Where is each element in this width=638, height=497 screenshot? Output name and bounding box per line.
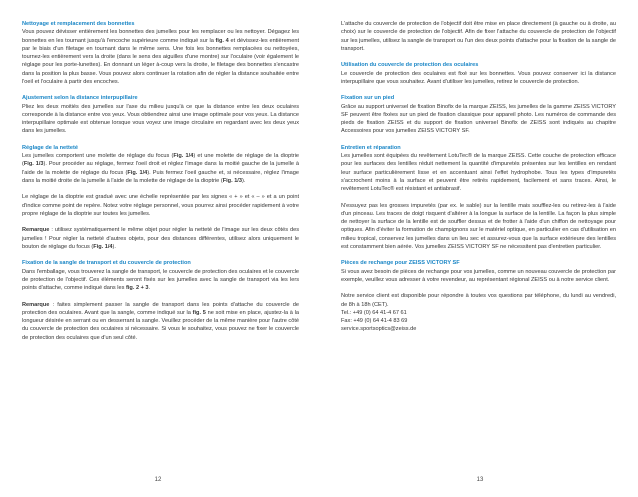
section-title: Fixation de la sangle de transport et du couvercle de protection (22, 260, 191, 267)
email-line: service.sportsoptics@zeiss.de (341, 326, 417, 333)
paragraph: Le couvercle de protection des oculaires est fixé sur les bonnettes. Vous pouvez conserver ici la distance interpupillaire que vous souhaitez. Avant d'utiliser les jumelles, retirez le couvercle de protection. (341, 70, 616, 85)
paragraph: Notre service client est disponible pour répondre à toutes vos questions par téléphone, du lundi au vendredi, de 8h à 18h (CET). (341, 293, 616, 308)
note-paragraph: Remarque : faites simplement passer la sangle de transport dans les points d'attache du couvercle de protection des oculaires. Avant que la sangle, comme indiqué sur la fig. 5 ne soit mise en place, ajustez-la à la longueur désirée en serrant ou en desserrant la sangle. Veuillez procéder de la même manière pour l'autre côté du couvercle de protection des oculaires si nécessaire. Si vous le souhaitez, vous pouvez ne fixer le couvercle de protection des oculaires que d'un seul côté. (22, 301, 299, 341)
paragraph: Pliez les deux moitiés des jumelles sur l'axe du milieu jusqu'à ce que la distance entre les deux oculaires corresponde à la distance entre vos yeux. Vous obtiendrez ainsi une image optimale pour vos yeux. La distance interpupillaire optimale est obtenue lorsque vous voyez une image circulaire en regardant avec les deux yeux dans les jumelles. (22, 103, 299, 135)
section-maintenance (341, 144, 616, 251)
section-title: Nettoyage et remplacement des bonnettes (22, 21, 135, 27)
paragraph: Si vous avez besoin de pièces de rechange pour vos jumelles, comme un nouveau couvercle de protection par exemple, veuillez vous adresser à votre revendeur, au représentant régional ZEISS ou à notre service client. (341, 268, 616, 283)
section-title: Ajustement selon la distance interpupillaire (22, 95, 138, 102)
intro-paragraph: L'attache du couvercle de protection de l'objectif doit être mise en place directement (à gauche ou à droite, au choix) sur le couvercle de protection de l'objectif. Afin de fixer l'attache du couvercle de protection de l'objectif sur les jumelles, utilisez la sangle de transport ou l'un des deux points d'attache pour la fixation de la sangle de transport. (341, 21, 616, 52)
section-focus (22, 144, 299, 251)
section-strap-covers (22, 259, 299, 342)
paragraph: N'essuyez pas les grosses impuretés (par ex. le sable) sur la lentille mais soufflez-les ou retirez-les à l'aide d'un pinceau. Les traces de doigt risquent d'altérer à la longue la surface de la lentille. La façon la plus simple de nettoyer la surface de la lentille est de souffler dessus et de frotter à l'aide d'un chiffon de nettoyage pour optiques. Afin d'éviter la formation de champignons sur le matériel optique, en particulier en cas d'utilisation en milieu tropical, conservez les jumelles dans un lieu sec et assurez-vous que la surface extérieure des lentilles est constamment bien aérée. Vos jumelles ZEISS VICTORY SF ne nécessitent pas d'entretien particulier. (341, 202, 616, 250)
section-tripod (341, 94, 616, 135)
section-eyepiece-cover (341, 61, 616, 86)
left-page-column (22, 20, 299, 350)
page-number: 12 (154, 477, 162, 483)
section-title: Fixation sur un pied (341, 95, 395, 102)
section-title: Réglage de la netteté (22, 144, 78, 151)
paragraph: Le réglage de la dioptrie est gradué avec une échelle représentée par les signes « + » et « – » et a un point d'indice comme point de repère. Notez votre réglage personnel, vous pourrez ainsi procéder rapidement à votre propre réglage de la dioptrie sur toutes les jumelles. (22, 194, 299, 217)
paragraph: Les jumelles comportent une molette de réglage du focus (Fig. 1/4) et une molette de réglage de la dioptrie (Fig. 1/3). Pour procéder au réglage, fermez l'oeil droit et réglez l'image dans la moitié gauche de la jumelle à l'aide de la molette de réglage du focus (Fig. 1/4). Puis fermez l'oeil gauche et, si nécessaire, réglez l'image dans la moitié droite de la jumelle à l'aide de la molette de réglage de la dioptrie (Fig. 1/3). (22, 153, 299, 184)
section-title: Pièces de rechange pour ZEISS VICTORY SF (341, 260, 460, 267)
paragraph: Grâce au support universel de fixation Binofix de la marque ZEISS, les jumelles de la gamme ZEISS VICTORY SF peuvent être fixées sur un pied de fixation classique pour appareil photo. Les numéros de commande des pieds de fixation ZEISS et du support de fixation universel Binofix de ZEISS sont indiqués au chapitre Accessoires pour vos jumelles ZEISS VICTORY SF. (341, 103, 616, 135)
phone-line: Tel.: +49 (0) 64 41-4 67 61 (341, 309, 407, 316)
right-page (319, 0, 638, 497)
right-page-column (341, 20, 616, 342)
section-title: Utilisation du couvercle de protection des oculaires (341, 62, 479, 69)
section-interpupillary (22, 94, 299, 135)
section-cleaning-eyecups (22, 20, 299, 86)
paragraph: Vous pouvez dévisser entièrement les bonnettes des jumelles pour les remplacer ou les nettoyer. Dégagez les bonnettes en les tournant jusqu'à l'encoche supérieure comme indiqué sur la fig. 4 et dévissez-les entièrement par le biais d'un filetage en tournant dans le même sens. Une fois les bonnettes remplacées ou nettoyées, tournez-les entièrement vers la droite (dans le sens des aiguilles d'une montre) sur l'oculaire (voir également le réglage pour les porte-lunettes). En donnant un léger à-coup vers la droite, le filetage des bonnettes s'encastre dans la position la plus basse. Vous pouvez alors continuer la rotation afin de régler la distance souhaitée entre l'oeil et l'oculaire à partir des encoches. (22, 29, 299, 85)
contact-block (341, 309, 616, 334)
paragraph: Dans l'emballage, vous trouverez la sangle de transport, le couvercle de protection des oculaires et le couvercle de protection de l'objectif. Ces éléments seront fixés sur les jumelles avec la sangle de transport via les lers points d'attache, comme indiqué dans les fig. 2 + 3. (22, 268, 299, 291)
section-spare-parts (341, 259, 616, 333)
section-title: Entretien et réparation (341, 144, 401, 151)
paragraph: Les jumelles sont équipées du revêtement LotuTec® de la marque ZEISS. Cette couche de protection efficace pour les surfaces des lentilles réduit nettement la quantité d'impuretés présentes sur les lentilles en rendant leur surface particulièrement lisse et en accentuant ainsi l'effet hydrophobe. Tous les types d'impuretés s'accrochent moins à la surface et peuvent être retirés rapidement, facilement et sans traces. Ainsi, le revêtement LotuTec® est résistant et antiabrasif. (341, 153, 616, 192)
note-paragraph: Remarque : utilisez systématiquement le même objet pour régler la netteté de l'image sur les deux côtés des jumelles ! Pour régler la netteté d'autres objets, pour des distances différentes, utilisez alors uniquement le bouton de réglage du focus (Fig. 1/4). (22, 227, 299, 250)
fax-line: Fax: +49 (0) 64 41-4 83 69 (341, 318, 408, 324)
page-number: 13 (476, 477, 484, 483)
